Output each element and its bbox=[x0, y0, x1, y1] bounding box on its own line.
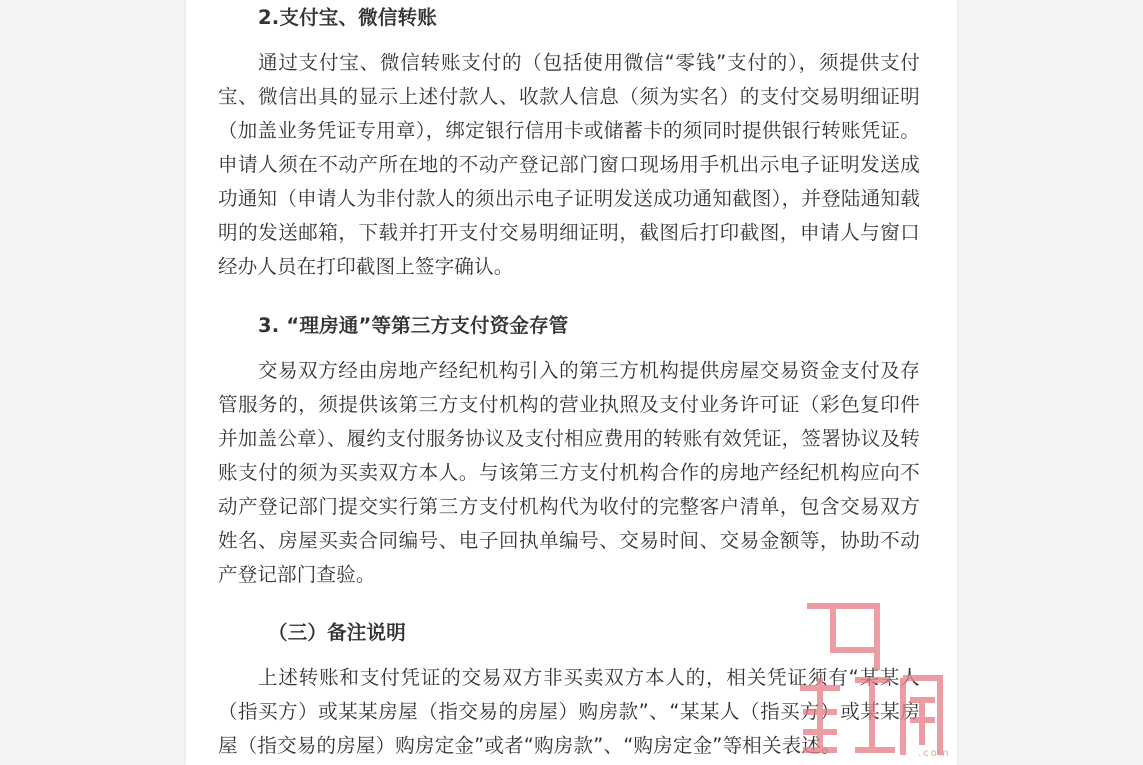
paragraph-notes: 上述转账和支付凭证的交易双方非买卖双方本人的，相关凭证须有“某某人（指买方）或某某房屋（指交易的房屋）购房款”、“某某人（指买方）或某某房屋（指交易的房屋）购房定金”或者“购房款”、“购房定金”等相关表述。 bbox=[218, 666, 920, 757]
paragraph-alipay-wechat: 通过支付宝、微信转账支付的（包括使用微信“零钱”支付的），须提供支付宝、微信出具的显示上述付款人、收款人信息（须为实名）的支付交易明细证明（加盖业务凭证专用章），绑定银行信用卡或储蓄卡的须同时提供银行转账凭证。申请人须在不动产所在地的不动产登记部门窗口现场用手机出示电子证明发送成功通知（申请人为非付款人的须出示电子证明发送成功通知截图），并登陆通知载明的发送邮箱，下载并打开支付交易明细证明，截图后打印截图，申请人与窗口经办人员在打印截图上签字确认。 bbox=[218, 51, 920, 278]
section-heading-alipay-wechat: 2.支付宝、微信转账 bbox=[258, 6, 437, 29]
paragraph-third-party: 交易双方经由房地产经纪机构引入的第三方机构提供房屋交易资金支付及存管服务的，须提供该第三方支付机构的营业执照及支付业务许可证（彩色复印件并加盖公章）、履约支付服务协议及支付相应费用的转账有效凭证，签署协议及转账支付的须为买卖双方本人。与该第三方支付机构合作的房地产经纪机构应向不动产登记部门提交实行第三方支付机构代为收付的完整客户清单，包含交易双方姓名、房屋买卖合同编号、电子回执单编号、交易时间、交易金额等，协助不动产登记部门查验。 bbox=[218, 359, 920, 586]
section-heading-notes: （三）备注说明 bbox=[268, 621, 406, 644]
watermark-suffix: .com bbox=[918, 748, 951, 759]
document-page bbox=[186, 0, 957, 765]
section-heading-third-party: 3. “理房通”等第三方支付资金存管 bbox=[258, 314, 569, 337]
